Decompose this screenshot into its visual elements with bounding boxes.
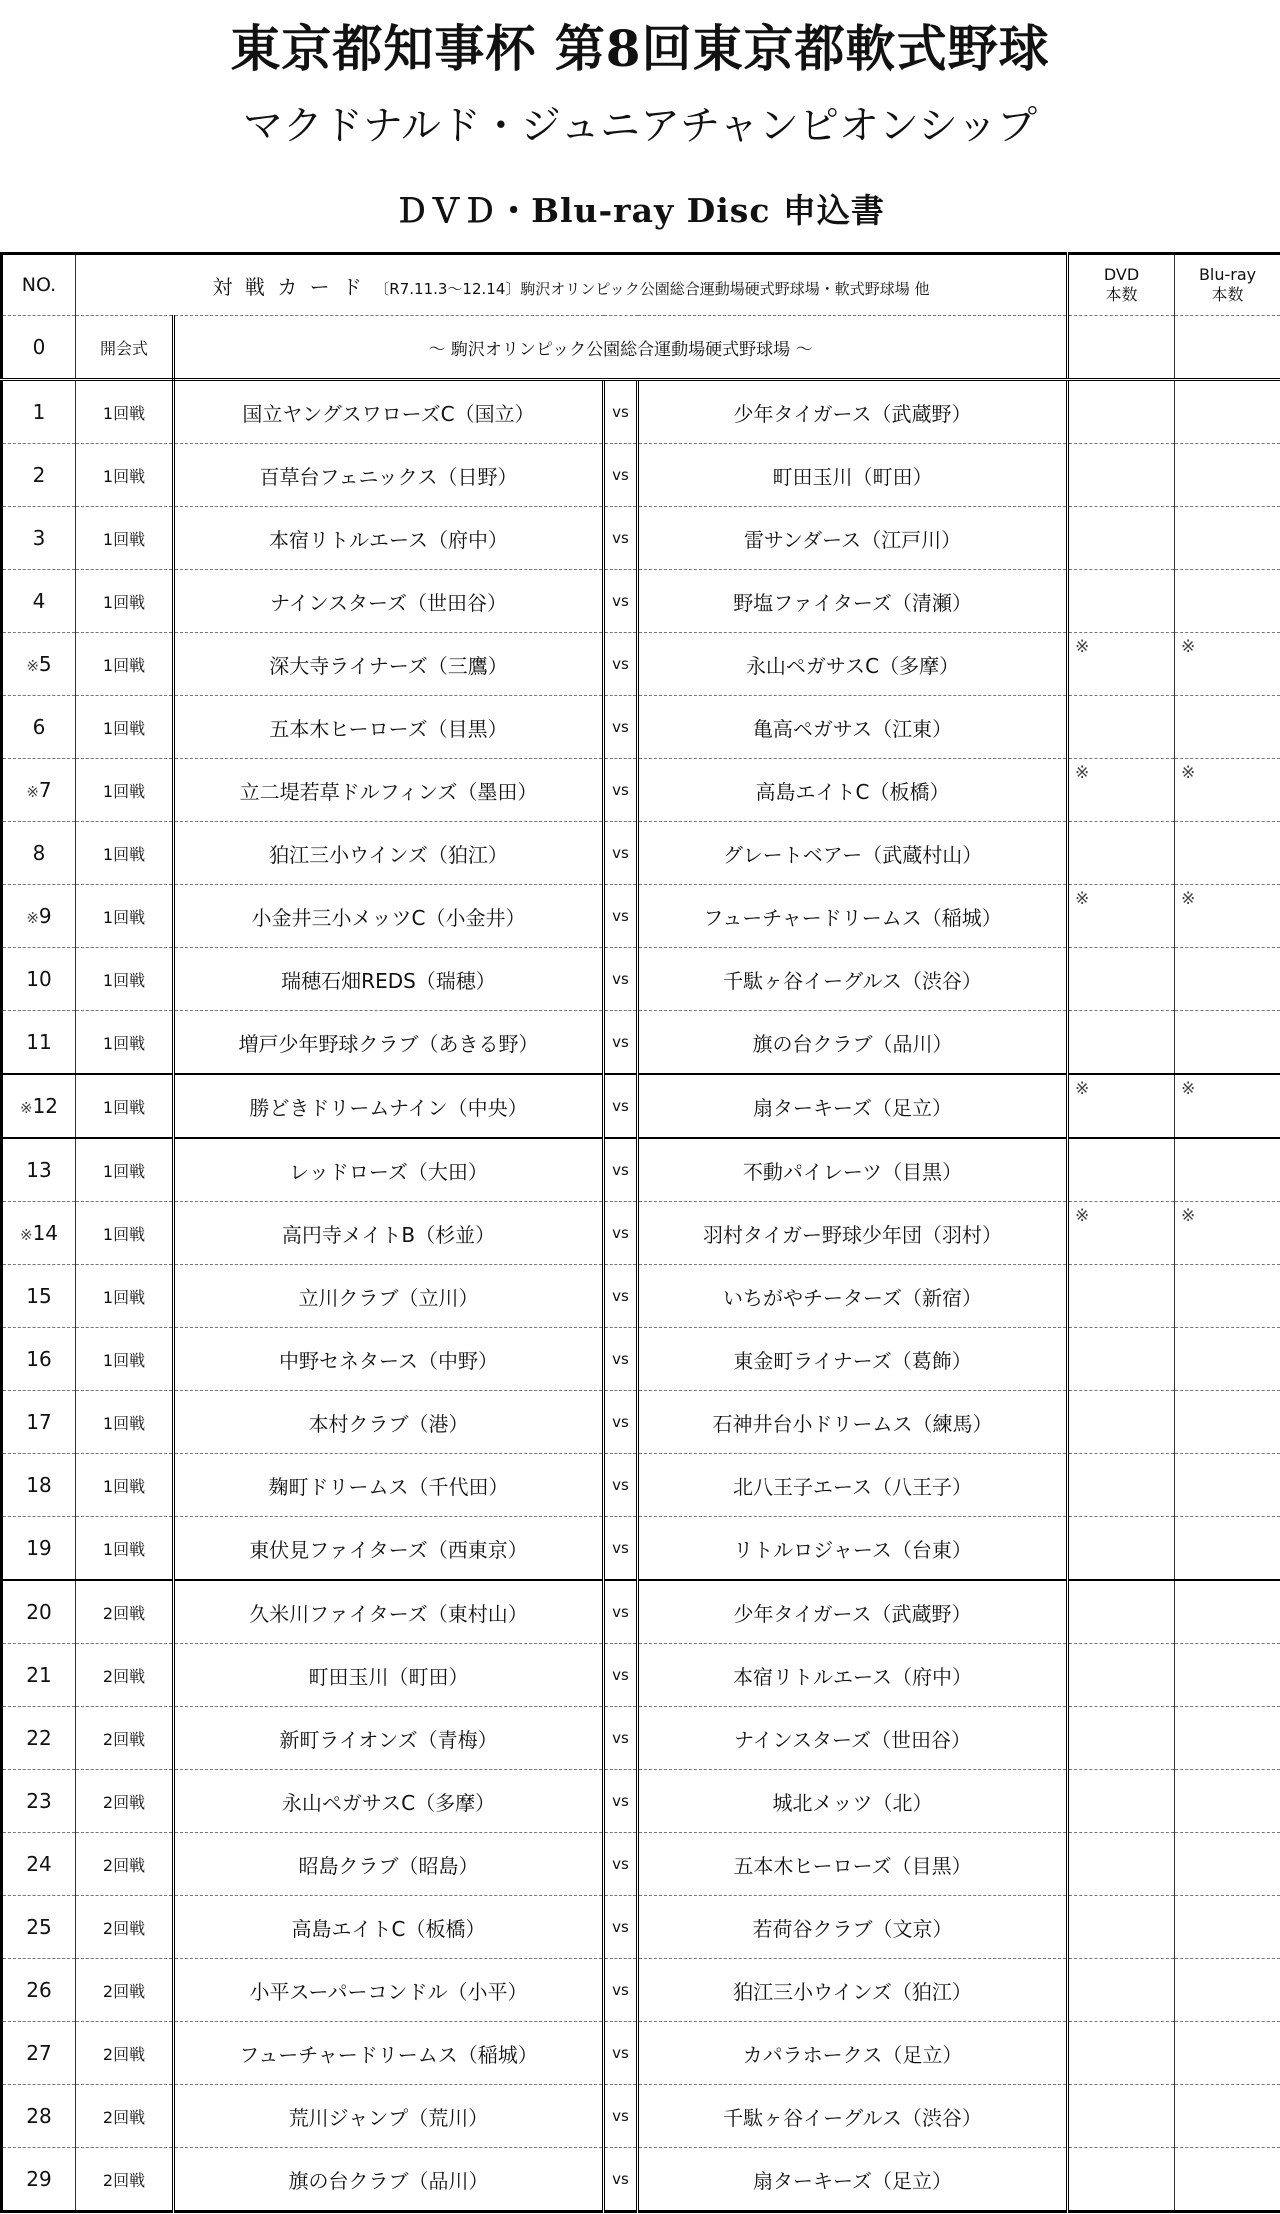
dvd-qty-cell[interactable] <box>1068 1517 1175 1581</box>
row-home-team: 昭島クラブ（昭島） <box>174 1833 604 1896</box>
table-row <box>2 1011 1280 1075</box>
row-number: 5 <box>38 652 52 676</box>
row-no <box>2 1074 76 1138</box>
bluray-qty-cell[interactable] <box>1175 2022 1280 2085</box>
row-round: 1回戦 <box>76 948 174 1011</box>
table-row <box>2 822 1280 885</box>
row-round: 1回戦 <box>76 885 174 948</box>
row-round: 1回戦 <box>76 507 174 570</box>
dvd-qty-cell[interactable] <box>1068 507 1175 570</box>
table-row <box>2 1328 1280 1391</box>
row-home-team: 深大寺ライナーズ（三鷹） <box>174 633 604 696</box>
row-home-team: 東伏見ファイターズ（西東京） <box>174 1517 604 1581</box>
row-home-team: 小平スーパーコンドル（小平） <box>174 1959 604 2022</box>
row-number: 26 <box>26 1978 52 2002</box>
table-row <box>2 759 1280 822</box>
dvd-qty-cell[interactable] <box>1068 316 1175 380</box>
row-round: 2回戦 <box>76 2148 174 2212</box>
dvd-qty-cell[interactable] <box>1068 1138 1175 1202</box>
table-row <box>2 1391 1280 1454</box>
bluray-qty-cell[interactable] <box>1175 1580 1280 1644</box>
table-row <box>2 1896 1280 1959</box>
row-home-team: 旗の台クラブ（品川） <box>174 2148 604 2212</box>
row-away-team: 亀高ペガサス（江東） <box>638 696 1068 759</box>
row-venue: ～ 駒沢オリンピック公園総合運動場硬式野球場 ～ <box>174 316 1068 380</box>
row-away-team: 千駄ヶ谷イーグルス（渋谷） <box>638 2085 1068 2148</box>
dvd-qty-cell[interactable] <box>1068 1202 1175 1265</box>
row-round: 2回戦 <box>76 1644 174 1707</box>
row-no <box>2 1391 76 1454</box>
table-row <box>2 1644 1280 1707</box>
row-vs: vs <box>604 633 638 696</box>
dvd-qty-cell[interactable] <box>1068 2085 1175 2148</box>
dvd-qty-cell[interactable] <box>1068 1959 1175 2022</box>
dvd-marker: ※ <box>1075 889 1090 909</box>
header-bluray-line2: 本数 <box>1211 285 1244 304</box>
row-away-team: 扇ターキーズ（足立） <box>638 2148 1068 2212</box>
row-round: 2回戦 <box>76 2022 174 2085</box>
row-home-team: 荒川ジャンプ（荒川） <box>174 2085 604 2148</box>
title-line-2: マクドナルド・ジュニアチャンピオンシップ <box>242 103 1038 149</box>
row-number: 24 <box>26 1852 52 1876</box>
row-home-team: 五本木ヒーローズ（目黒） <box>174 696 604 759</box>
row-home-team: 久米川ファイターズ（東村山） <box>174 1580 604 1644</box>
table-row <box>2 1707 1280 1770</box>
header-dvd <box>1068 254 1175 316</box>
row-away-team: 五本木ヒーローズ（目黒） <box>638 1833 1068 1896</box>
row-vs: vs <box>604 1138 638 1202</box>
table-row <box>2 1074 1280 1138</box>
table-row <box>2 1454 1280 1517</box>
row-home-team: 立二堤若草ドルフィンズ（墨田） <box>174 759 604 822</box>
row-vs: vs <box>604 1896 638 1959</box>
row-no <box>2 1265 76 1328</box>
row-round: 1回戦 <box>76 1138 174 1202</box>
table-row <box>2 948 1280 1011</box>
order-table <box>0 252 1280 2213</box>
dvd-qty-cell[interactable] <box>1068 444 1175 507</box>
row-vs: vs <box>604 1644 638 1707</box>
row-round: 1回戦 <box>76 759 174 822</box>
bluray-qty-cell[interactable] <box>1175 1011 1280 1075</box>
dvd-qty-cell[interactable] <box>1068 822 1175 885</box>
row-away-team: 千駄ヶ谷イーグルス（渋谷） <box>638 948 1068 1011</box>
table-row <box>2 444 1280 507</box>
row-number: 19 <box>26 1536 52 1560</box>
title-line-3: ＤＶＤ・Blu-ray Disc 申込書 <box>395 191 885 230</box>
row-home-team: ナインスターズ（世田谷） <box>174 570 604 633</box>
row-marker: ※ <box>26 783 39 801</box>
row-round: 1回戦 <box>76 696 174 759</box>
row-away-team: 旗の台クラブ（品川） <box>638 1011 1068 1075</box>
row-round: 1回戦 <box>76 1328 174 1391</box>
bluray-qty-cell[interactable] <box>1175 316 1280 380</box>
row-no <box>2 1517 76 1581</box>
row-marker: ※ <box>26 909 39 927</box>
row-home-team: フューチャードリームス（稲城） <box>174 2022 604 2085</box>
bluray-qty-cell[interactable] <box>1175 1391 1280 1454</box>
row-no <box>2 1770 76 1833</box>
row-round: 2回戦 <box>76 1959 174 2022</box>
bluray-qty-cell[interactable] <box>1175 2085 1280 2148</box>
table-row <box>2 1770 1280 1833</box>
row-round: 2回戦 <box>76 1833 174 1896</box>
row-home-team: 増戸少年野球クラブ（あきる野） <box>174 1011 604 1075</box>
row-vs: vs <box>604 1074 638 1138</box>
row-away-team: 少年タイガース（武蔵野） <box>638 380 1068 444</box>
row-no <box>2 1959 76 2022</box>
row-number: 28 <box>26 2104 52 2128</box>
bluray-qty-cell[interactable] <box>1175 1517 1280 1581</box>
row-no <box>2 507 76 570</box>
row-no <box>2 2148 76 2212</box>
row-no <box>2 1011 76 1075</box>
row-round: 1回戦 <box>76 822 174 885</box>
bluray-qty-cell[interactable] <box>1175 507 1280 570</box>
dvd-marker: ※ <box>1075 1206 1090 1226</box>
row-number: 25 <box>26 1915 52 1939</box>
row-away-team: リトルロジャース（台東） <box>638 1517 1068 1581</box>
row-no <box>2 2085 76 2148</box>
row-number: 29 <box>26 2167 52 2191</box>
row-away-team: 町田玉川（町田） <box>638 444 1068 507</box>
row-number: 20 <box>26 1600 52 1624</box>
row-round: 1回戦 <box>76 1265 174 1328</box>
header-bluray-line1: Blu-ray <box>1198 265 1257 284</box>
dvd-qty-cell[interactable] <box>1068 1011 1175 1075</box>
row-home-team: 中野セネタース（中野） <box>174 1328 604 1391</box>
table-row <box>2 1138 1280 1202</box>
dvd-qty-cell[interactable] <box>1068 1833 1175 1896</box>
row-round: 1回戦 <box>76 1011 174 1075</box>
row-number: 2 <box>32 463 46 487</box>
row-away-team: 羽村タイガー野球少年団（羽村） <box>638 1202 1068 1265</box>
row-no <box>2 696 76 759</box>
row-no <box>2 1833 76 1896</box>
table-row <box>2 1959 1280 2022</box>
row-number: 13 <box>26 1158 52 1182</box>
row-home-team: 高円寺メイトB（杉並） <box>174 1202 604 1265</box>
dvd-qty-cell[interactable] <box>1068 1707 1175 1770</box>
row-number: 9 <box>38 904 52 928</box>
row-number: 11 <box>26 1030 52 1054</box>
row-number: 1 <box>32 400 46 424</box>
row-away-team: フューチャードリームス（稲城） <box>638 885 1068 948</box>
row-home-team: 新町ライオンズ（青梅） <box>174 1707 604 1770</box>
bluray-qty-cell[interactable] <box>1175 570 1280 633</box>
row-away-team: いちがやチーターズ（新宿） <box>638 1265 1068 1328</box>
row-vs: vs <box>604 1454 638 1517</box>
row-away-team: 若荷谷クラブ（文京） <box>638 1896 1068 1959</box>
dvd-qty-cell[interactable] <box>1068 696 1175 759</box>
row-round: 2回戦 <box>76 1770 174 1833</box>
row-home-team: 麹町ドリームス（千代田） <box>174 1454 604 1517</box>
row-away-team: 雷サンダース（江戸川） <box>638 507 1068 570</box>
row-no <box>2 444 76 507</box>
dvd-qty-cell[interactable] <box>1068 1391 1175 1454</box>
row-vs: vs <box>604 2148 638 2212</box>
row-vs: vs <box>604 885 638 948</box>
row-no <box>2 570 76 633</box>
table-row <box>2 1580 1280 1644</box>
row-round: 1回戦 <box>76 1391 174 1454</box>
row-number: 6 <box>32 715 46 739</box>
title-line-1: 東京都知事杯 第8回東京都軟式野球 <box>230 19 1050 78</box>
dvd-qty-cell[interactable] <box>1068 1644 1175 1707</box>
table-row <box>2 633 1280 696</box>
row-round: 1回戦 <box>76 444 174 507</box>
row-away-team: 石神井台小ドリームス（練馬） <box>638 1391 1068 1454</box>
bluray-qty-cell[interactable] <box>1175 1959 1280 2022</box>
row-vs: vs <box>604 1328 638 1391</box>
row-vs: vs <box>604 1202 638 1265</box>
row-away-team: 不動パイレーツ（目黒） <box>638 1138 1068 1202</box>
bluray-marker: ※ <box>1181 637 1196 657</box>
row-number: 27 <box>26 2041 52 2065</box>
row-vs: vs <box>604 507 638 570</box>
dvd-qty-cell[interactable] <box>1068 2148 1175 2212</box>
row-home-team: 百草台フェニックス（日野） <box>174 444 604 507</box>
row-number: 7 <box>38 778 52 802</box>
row-no <box>2 822 76 885</box>
row-no <box>2 1707 76 1770</box>
row-no <box>2 1202 76 1265</box>
table-row <box>2 380 1280 444</box>
row-round: 1回戦 <box>76 1074 174 1138</box>
row-home-team: 小金井三小メッツC（小金井） <box>174 885 604 948</box>
row-number: 4 <box>32 589 46 613</box>
header-no: NO. <box>2 254 76 316</box>
row-number: 8 <box>32 841 46 865</box>
bluray-qty-cell[interactable] <box>1175 633 1280 696</box>
row-marker: ※ <box>19 1099 33 1117</box>
row-no <box>2 885 76 948</box>
row-vs: vs <box>604 759 638 822</box>
row-no <box>2 1580 76 1644</box>
row-no <box>2 759 76 822</box>
row-number: 15 <box>26 1284 52 1308</box>
row-no <box>2 380 76 444</box>
row-round: 1回戦 <box>76 633 174 696</box>
row-away-team: 少年タイガース（武蔵野） <box>638 1580 1068 1644</box>
row-home-team: 本村クラブ（港） <box>174 1391 604 1454</box>
header-match-card <box>76 254 1068 316</box>
table-row <box>2 507 1280 570</box>
row-away-team: 狛江三小ウインズ（狛江） <box>638 1959 1068 2022</box>
table-row <box>2 1202 1280 1265</box>
header-dvd-line2: 本数 <box>1105 285 1138 304</box>
header-card-label: 対 戦 カ ー ド <box>212 274 365 299</box>
bluray-qty-cell[interactable] <box>1175 1707 1280 1770</box>
bluray-qty-cell[interactable] <box>1175 1454 1280 1517</box>
bluray-qty-cell[interactable] <box>1175 1770 1280 1833</box>
row-away-team: 永山ペガサスC（多摩） <box>638 633 1068 696</box>
header-bluray <box>1175 254 1280 316</box>
row-marker: ※ <box>26 657 39 675</box>
bluray-marker: ※ <box>1181 763 1196 783</box>
row-number: 22 <box>26 1726 52 1750</box>
row-away-team: 東金町ライナーズ（葛飾） <box>638 1328 1068 1391</box>
table-row <box>2 1833 1280 1896</box>
bluray-qty-cell[interactable] <box>1175 444 1280 507</box>
table-row <box>2 570 1280 633</box>
row-no <box>2 1644 76 1707</box>
row-home-team: 狛江三小ウインズ（狛江） <box>174 822 604 885</box>
row-home-team: 国立ヤングスワローズC（国立） <box>174 380 604 444</box>
table-row <box>2 2085 1280 2148</box>
row-away-team: 扇ターキーズ（足立） <box>638 1074 1068 1138</box>
row-home-team: 永山ペガサスC（多摩） <box>174 1770 604 1833</box>
bluray-qty-cell[interactable] <box>1175 2148 1280 2212</box>
table-row <box>2 696 1280 759</box>
row-round: 2回戦 <box>76 1580 174 1644</box>
dvd-marker: ※ <box>1075 1079 1090 1099</box>
row-home-team: 本宿リトルエース（府中） <box>174 507 604 570</box>
dvd-qty-cell[interactable] <box>1068 1454 1175 1517</box>
dvd-qty-cell[interactable] <box>1068 633 1175 696</box>
row-home-team: 高島エイトC（板橋） <box>174 1896 604 1959</box>
header-row <box>2 254 1280 316</box>
row-round: 2回戦 <box>76 1896 174 1959</box>
row-no: 0 <box>2 316 76 380</box>
row-round: 1回戦 <box>76 570 174 633</box>
dvd-qty-cell[interactable] <box>1068 1328 1175 1391</box>
row-no <box>2 1454 76 1517</box>
table-row <box>2 1265 1280 1328</box>
row-vs: vs <box>604 1517 638 1581</box>
row-round: 2回戦 <box>76 1707 174 1770</box>
row-marker: ※ <box>19 1226 33 1244</box>
bluray-qty-cell[interactable] <box>1175 1328 1280 1391</box>
table-row <box>2 1517 1280 1581</box>
row-number: 18 <box>26 1473 52 1497</box>
row-no <box>2 948 76 1011</box>
dvd-qty-cell[interactable] <box>1068 1074 1175 1138</box>
row-round: 1回戦 <box>76 380 174 444</box>
row-vs: vs <box>604 948 638 1011</box>
bluray-qty-cell[interactable] <box>1175 1138 1280 1202</box>
bluray-qty-cell[interactable] <box>1175 885 1280 948</box>
row-away-team: 城北メッツ（北） <box>638 1770 1068 1833</box>
row-round: 1回戦 <box>76 1454 174 1517</box>
row-away-team: 北八王子エース（八王子） <box>638 1454 1068 1517</box>
row-home-team: 立川クラブ（立川） <box>174 1265 604 1328</box>
row-number: 12 <box>32 1094 59 1118</box>
row-vs: vs <box>604 1580 638 1644</box>
row-number: 23 <box>26 1789 52 1813</box>
row-vs: vs <box>604 444 638 507</box>
bluray-marker: ※ <box>1181 1079 1196 1099</box>
row-away-team: 高島エイトC（板橋） <box>638 759 1068 822</box>
row-round: 開会式 <box>76 316 174 380</box>
dvd-qty-cell[interactable] <box>1068 1580 1175 1644</box>
table-row-opening <box>2 316 1280 380</box>
row-away-team: カパラホークス（足立） <box>638 2022 1068 2085</box>
header-dvd-line1: DVD <box>1103 265 1140 284</box>
row-no <box>2 633 76 696</box>
dvd-qty-cell[interactable] <box>1068 1770 1175 1833</box>
dvd-marker: ※ <box>1075 763 1090 783</box>
bluray-marker: ※ <box>1181 1206 1196 1226</box>
row-round: 1回戦 <box>76 1517 174 1581</box>
row-home-team: 町田玉川（町田） <box>174 1644 604 1707</box>
bluray-qty-cell[interactable] <box>1175 1896 1280 1959</box>
row-vs: vs <box>604 1959 638 2022</box>
bluray-qty-cell[interactable] <box>1175 948 1280 1011</box>
row-number: 14 <box>32 1221 59 1245</box>
row-vs: vs <box>604 2085 638 2148</box>
row-no <box>2 2022 76 2085</box>
row-vs: vs <box>604 570 638 633</box>
bluray-marker: ※ <box>1181 889 1196 909</box>
row-vs: vs <box>604 1011 638 1075</box>
row-no <box>2 1896 76 1959</box>
table-row <box>2 2148 1280 2212</box>
dvd-qty-cell[interactable] <box>1068 2022 1175 2085</box>
row-vs: vs <box>604 1833 638 1896</box>
row-number: 17 <box>26 1410 52 1434</box>
row-vs: vs <box>604 822 638 885</box>
dvd-qty-cell[interactable] <box>1068 1265 1175 1328</box>
dvd-marker: ※ <box>1075 637 1090 657</box>
row-vs: vs <box>604 1707 638 1770</box>
bluray-qty-cell[interactable] <box>1175 1074 1280 1138</box>
row-home-team: 瑞穂石畑REDS（瑞穂） <box>174 948 604 1011</box>
dvd-qty-cell[interactable] <box>1068 570 1175 633</box>
bluray-qty-cell[interactable] <box>1175 822 1280 885</box>
row-number: 10 <box>26 967 52 991</box>
row-round: 1回戦 <box>76 1202 174 1265</box>
row-no <box>2 1138 76 1202</box>
bluray-qty-cell[interactable] <box>1175 1833 1280 1896</box>
row-away-team: 野塩ファイターズ（清瀬） <box>638 570 1068 633</box>
row-away-team: 本宿リトルエース（府中） <box>638 1644 1068 1707</box>
row-vs: vs <box>604 1391 638 1454</box>
row-no <box>2 1328 76 1391</box>
dvd-qty-cell[interactable] <box>1068 759 1175 822</box>
dvd-qty-cell[interactable] <box>1068 948 1175 1011</box>
bluray-qty-cell[interactable] <box>1175 759 1280 822</box>
bluray-qty-cell[interactable] <box>1175 1202 1280 1265</box>
row-vs: vs <box>604 2022 638 2085</box>
row-home-team: 勝どきドリームナイン（中央） <box>174 1074 604 1138</box>
row-home-team: レッドローズ（大田） <box>174 1138 604 1202</box>
table-row <box>2 2022 1280 2085</box>
dvd-qty-cell[interactable] <box>1068 885 1175 948</box>
row-number: 3 <box>32 526 46 550</box>
row-round: 2回戦 <box>76 2085 174 2148</box>
row-away-team: ナインスターズ（世田谷） <box>638 1707 1068 1770</box>
bluray-qty-cell[interactable] <box>1175 380 1280 444</box>
row-vs: vs <box>604 1265 638 1328</box>
dvd-qty-cell[interactable] <box>1068 380 1175 444</box>
bluray-qty-cell[interactable] <box>1175 1644 1280 1707</box>
bluray-qty-cell[interactable] <box>1175 696 1280 759</box>
bluray-qty-cell[interactable] <box>1175 1265 1280 1328</box>
header-card-sub: 〔R7.11.3～12.14〕駒沢オリンピック公園総合運動場硬式野球場・軟式野球場 他 <box>374 279 930 298</box>
row-vs: vs <box>604 696 638 759</box>
row-vs: vs <box>604 380 638 444</box>
row-vs: vs <box>604 1770 638 1833</box>
row-number: 16 <box>26 1347 52 1371</box>
table-row <box>2 885 1280 948</box>
row-number: 21 <box>26 1663 52 1687</box>
dvd-qty-cell[interactable] <box>1068 1896 1175 1959</box>
row-away-team: グレートベアー（武蔵村山） <box>638 822 1068 885</box>
